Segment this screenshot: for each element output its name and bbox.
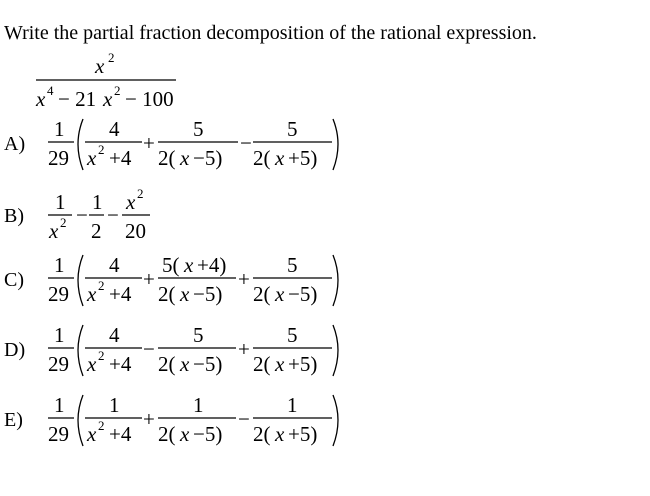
sign-2: + xyxy=(143,131,155,155)
expr-den-21: − 21 xyxy=(58,87,97,111)
term-1-den-exp: 2 xyxy=(98,278,105,293)
choice-a[interactable] xyxy=(4,117,338,170)
given-expression xyxy=(35,50,176,111)
choice-label: C) xyxy=(4,269,24,291)
term-2-num: 5 xyxy=(193,117,204,141)
coef-num: 1 xyxy=(54,393,65,417)
term-3-num-x: x xyxy=(126,190,136,214)
left-paren xyxy=(78,119,83,170)
expr-den-x4: x xyxy=(36,87,46,111)
expr-den-100: − 100 xyxy=(125,87,174,111)
term-2-den: 2 xyxy=(91,219,102,243)
term-3-num: 5 xyxy=(287,253,298,277)
coef-den: 29 xyxy=(48,352,69,376)
term-1-num: 4 xyxy=(109,253,120,277)
term-1-den-rest: +4 xyxy=(109,282,132,306)
term-2-num: 1 xyxy=(92,190,103,214)
term-2-den-a: 2( xyxy=(158,146,176,170)
sign-3: − xyxy=(238,407,250,431)
term-3-num: 1 xyxy=(287,393,298,417)
sign-3: + xyxy=(238,337,250,361)
term-3-den-b: +5) xyxy=(288,146,318,170)
term-1-den-x: x xyxy=(87,422,97,446)
term-2-den-x: x xyxy=(180,422,190,446)
sign-3: + xyxy=(238,267,250,291)
term-3-den-x: x xyxy=(275,422,285,446)
term-3-den-x: x xyxy=(275,282,285,306)
term-3-den: 20 xyxy=(125,219,146,243)
term-3-den-b: +5) xyxy=(288,422,318,446)
term-2-den-a: 2( xyxy=(158,422,176,446)
expr-den-exp2: 2 xyxy=(114,83,121,98)
right-paren xyxy=(333,255,338,306)
expr-numerator-var: x xyxy=(95,54,105,78)
term-3-num: 5 xyxy=(287,323,298,347)
term-2-den-x: x xyxy=(180,352,190,376)
term-3-den-a: 2( xyxy=(253,422,271,446)
coef-num: 1 xyxy=(54,253,65,277)
left-paren xyxy=(78,395,83,446)
term-1-den-exp: 2 xyxy=(60,215,67,230)
expr-numerator-exp: 2 xyxy=(108,50,115,65)
term-2-num-a: 5( xyxy=(162,253,180,277)
term-2-den-x: x xyxy=(180,146,190,170)
term-2-den-b: −5) xyxy=(193,146,223,170)
sign-3: − xyxy=(240,131,252,155)
term-1-den-exp: 2 xyxy=(98,418,105,433)
right-paren xyxy=(333,325,338,376)
term-2-num-x: x xyxy=(184,253,194,277)
expr-den-x2: x xyxy=(103,87,113,111)
expr-den-exp4: 4 xyxy=(47,83,54,98)
term-3-den-a: 2( xyxy=(253,146,271,170)
term-2-den-a: 2( xyxy=(158,282,176,306)
term-1-num: 1 xyxy=(55,190,66,214)
term-1-den-x: x xyxy=(87,146,97,170)
sign-3: − xyxy=(107,203,119,227)
term-1-den-rest: +4 xyxy=(109,146,132,170)
term-1-den-x: x xyxy=(87,282,97,306)
term-2-den-a: 2( xyxy=(158,352,176,376)
term-2-den-b: −5) xyxy=(193,422,223,446)
term-3-den-x: x xyxy=(275,146,285,170)
choice-label: D) xyxy=(4,339,26,361)
term-1-num: 4 xyxy=(109,117,120,141)
choice-label: B) xyxy=(4,205,24,227)
right-paren xyxy=(333,119,338,170)
term-1-num: 1 xyxy=(109,393,120,417)
sign-2: + xyxy=(143,267,155,291)
term-2-num-b: +4) xyxy=(197,253,227,277)
coef-den: 29 xyxy=(48,422,69,446)
sign-2: − xyxy=(76,203,88,227)
term-1-den-exp: 2 xyxy=(98,142,105,157)
term-1-den-exp: 2 xyxy=(98,348,105,363)
term-1-den-rest: +4 xyxy=(109,352,132,376)
coef-num: 1 xyxy=(54,117,65,141)
term-1-den-rest: +4 xyxy=(109,422,132,446)
coef-den: 29 xyxy=(48,282,69,306)
term-3-den-x: x xyxy=(275,352,285,376)
term-1-num: 4 xyxy=(109,323,120,347)
term-1-den-x: x xyxy=(49,219,59,243)
term-3-den-b: +5) xyxy=(288,352,318,376)
term-3-num: 5 xyxy=(287,117,298,141)
choice-b[interactable] xyxy=(4,186,150,243)
question-text: Write the partial fraction decomposition of the rational expression. xyxy=(4,22,537,44)
coef-num: 1 xyxy=(54,323,65,347)
term-3-num-exp: 2 xyxy=(137,186,144,201)
term-2-den-b: −5) xyxy=(193,282,223,306)
sign-2: + xyxy=(143,407,155,431)
term-2-num: 5 xyxy=(193,323,204,347)
right-paren xyxy=(333,395,338,446)
left-paren xyxy=(78,255,83,306)
left-paren xyxy=(78,325,83,376)
term-3-den-a: 2( xyxy=(253,352,271,376)
term-2-num: 1 xyxy=(193,393,204,417)
choice-label: E) xyxy=(4,409,23,431)
term-3-den-a: 2( xyxy=(253,282,271,306)
choice-c[interactable] xyxy=(4,253,338,306)
sign-2: − xyxy=(143,337,155,361)
term-2-den-b: −5) xyxy=(193,352,223,376)
term-2-den-x: x xyxy=(180,282,190,306)
choice-label: A) xyxy=(4,133,26,155)
choice-d[interactable] xyxy=(4,323,338,376)
term-1-den-x: x xyxy=(87,352,97,376)
choice-e[interactable] xyxy=(4,393,338,446)
coef-den: 29 xyxy=(48,146,69,170)
term-3-den-b: −5) xyxy=(288,282,318,306)
